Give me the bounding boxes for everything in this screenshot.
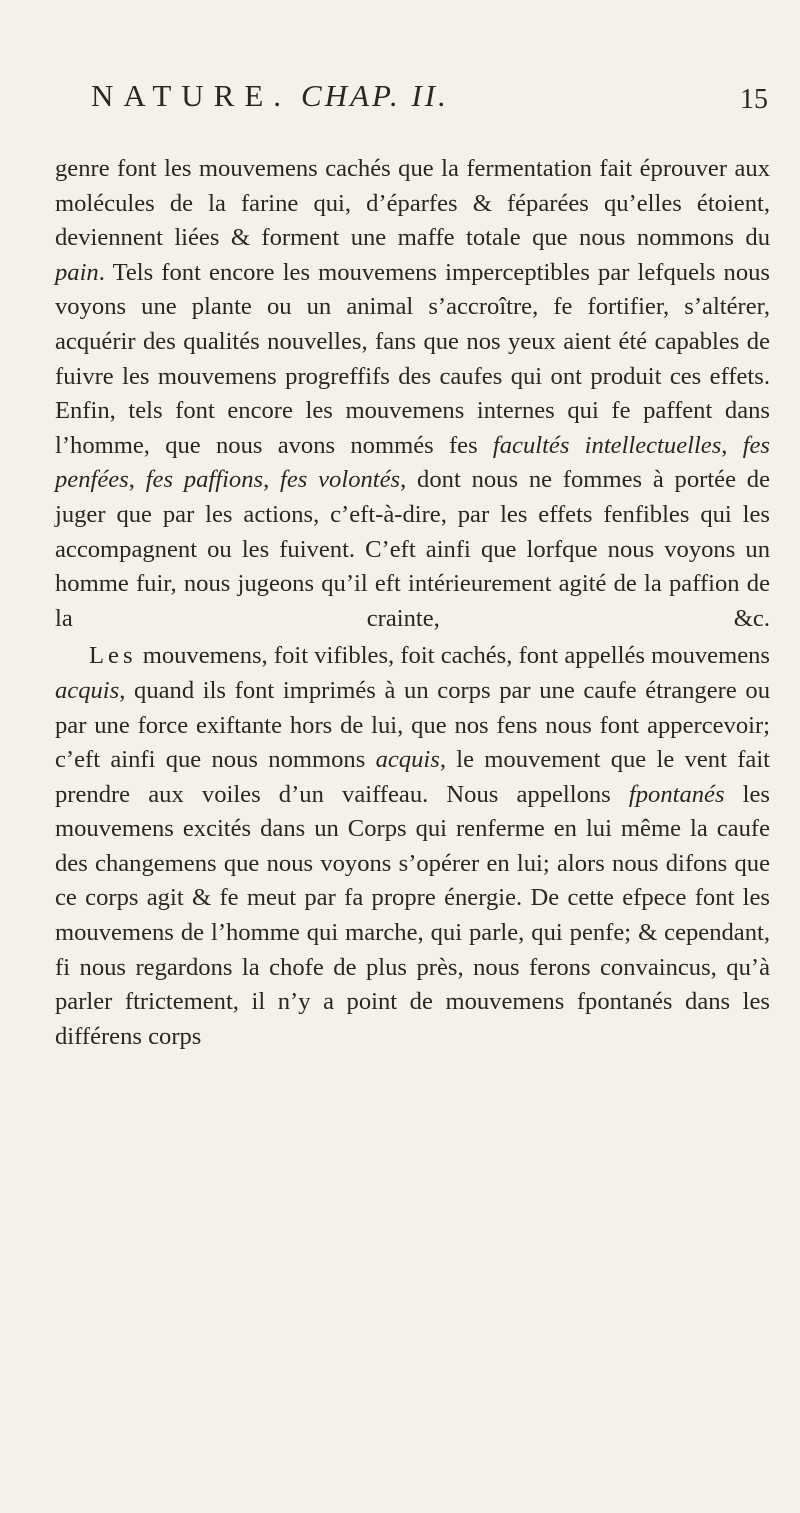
text-run: mouvemens, foit vifibles, foit cachés, font appellés mouvemens: [136, 642, 770, 670]
chapter-label: CHAP. II.: [301, 78, 449, 113]
italic-term: fes paffions: [145, 466, 264, 494]
paragraph-1: [55, 152, 770, 636]
text-run: , quand ils font imprimés à un corps par une caufe étrangere ou par une force exiftante hors de lui, que nos fens nous font appercevoir; c’eft ainfi que nous nommons: [55, 676, 770, 774]
text-run: ,: [721, 431, 743, 459]
text-run: , dont nous ne fommes à portée de juger que par les actions, c’eft-à-dire, par les effets fenfibles qui les accompagnent ou les fuivent. C’eft ainfi que lorfque nous voyons un homme fuir, nous jugeons qu’il eft intérieurement agité de la paffion de la crainte, &c.: [55, 466, 771, 632]
text-run: , le mouvement que le vent fait prendre aux voiles d’un vaiffeau. Nous appellons: [55, 746, 770, 808]
text-run: ,: [128, 466, 146, 494]
text-run: . Tels font encore les mouvemens imperceptibles par lefquels nous voyons une plante ou un animal s’accroître, fe fortifier, s’altérer, acquérir des qualités nouvelles, fans que nos yeux aient été capables de fuivre les mouvemens progreffifs des caufes qui ont produit ces effets. Enfin, tels font encore les mouvemens internes qui fe paffent dans l’homme, que nous avons nommés fes: [55, 258, 770, 459]
text-run: ,: [263, 466, 281, 494]
small-caps-opening: Les: [89, 642, 137, 670]
running-head: [91, 78, 770, 118]
italic-term: acquis: [375, 746, 440, 774]
page-number: 15: [740, 84, 768, 115]
running-title: NATURE.: [91, 78, 292, 113]
italic-term: fes penfées: [55, 431, 771, 494]
italic-term: pain: [55, 258, 99, 286]
italic-term: facultés intellectuelles: [492, 431, 722, 459]
italic-term: fpontanés: [628, 780, 725, 808]
text-run: genre font les mouvemens cachés que la fermentation fait éprouver aux molécules de la farine qui, d’éparfes & féparées qu’elles étoient, deviennent liées & forment une maffe totale que nous nommons du: [55, 155, 770, 252]
text-run: les mouvemens excités dans un Corps qui renferme en lui même la caufe des changemens que nous voyons s’opérer en lui; alors nous difons que ce corps agit & fe meut par fa propre énergie. De cette efpece font les mouvemens de l’homme qui marche, qui parle, qui penfe; & cependant, fi nous regardons la chofe de plus près, nous ferons convaincus, qu’à parler ftrictement, il n’y a point de mouvemens fpontanés dans les différens corps: [55, 780, 770, 1050]
italic-term: acquis: [55, 676, 120, 704]
paragraph-2: [55, 639, 770, 1054]
italic-term: fes volontés: [280, 466, 401, 494]
